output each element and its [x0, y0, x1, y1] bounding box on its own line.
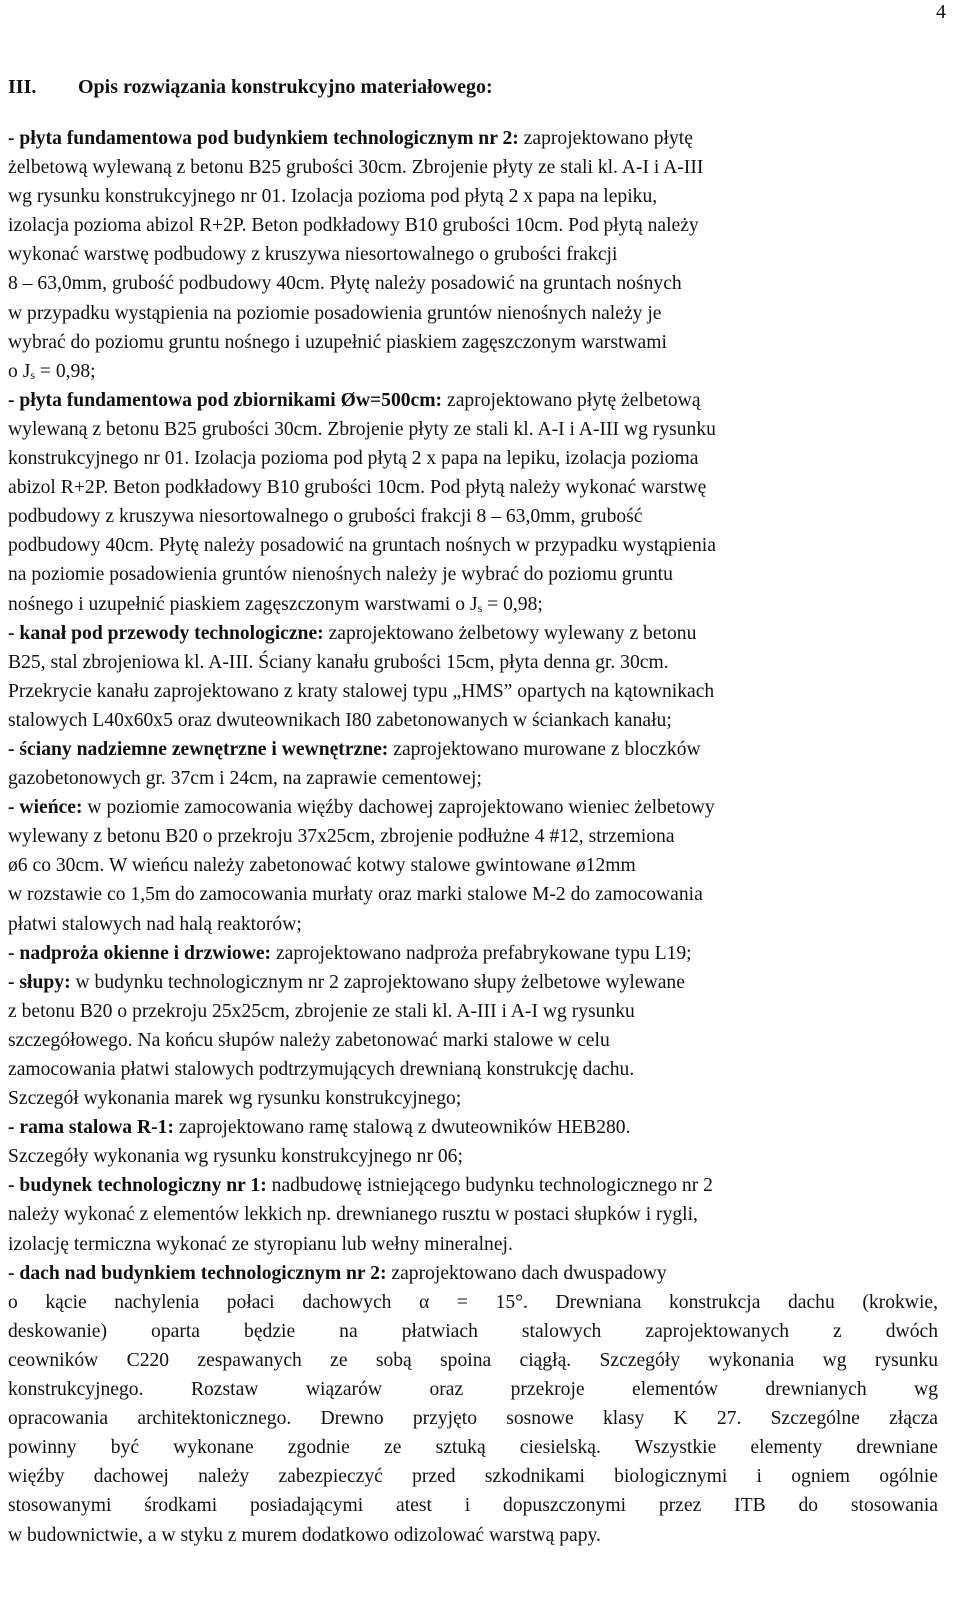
text-run: = 0,98;	[482, 593, 543, 615]
text-run: wylewany z betonu B20 o przekroju 37x25cm, zbrojenie podłużne 4 #12, strzemiona	[8, 826, 675, 848]
section-heading	[8, 73, 493, 101]
text-run: 8 – 63,0mm, grubość podbudowy 40cm. Płytę należy posadowić na gruntach nośnych	[8, 273, 682, 295]
text-line	[8, 211, 938, 240]
text-run: zaprojektowano płytę	[518, 128, 693, 149]
text-line	[8, 386, 938, 415]
text-line	[8, 502, 938, 531]
text-line	[8, 997, 938, 1026]
text-line	[8, 910, 938, 939]
text-run: wykonać warstwę podbudowy z kruszywa niesortowalnego o grubości frakcji	[8, 244, 618, 266]
bold-run: - słupy:	[8, 971, 71, 993]
text-run: więźby dachowej należy zabezpieczyć przed szkodnikami biologicznymi i ogniem ogólnie	[8, 1466, 938, 1488]
section-title: Opis rozwiązania konstrukcyjno materiałowego:	[78, 76, 493, 98]
text-run: zaprojektowano żelbetowy wylewany z betonu	[323, 622, 697, 644]
text-line	[8, 357, 938, 386]
bold-run: - wieńce:	[8, 797, 83, 819]
text-line	[8, 764, 938, 793]
text-run: nadbudowę istniejącego budynku technologicznego nr 2	[266, 1175, 713, 1197]
text-run: konstrukcyjnego. Rozstaw wiązarów oraz przekroje elementów drewnianych wg	[8, 1379, 938, 1401]
text-run: szczegółowego. Na końcu słupów należy zabetonować marki stalowe w celu	[8, 1029, 610, 1051]
text-run: stosowanymi środkami posiadającymi atest i dopuszczonymi przez ITB do stosowania	[8, 1495, 938, 1517]
text-run: należy wykonać z elementów lekkich np. drewnianego rusztu w postaci słupków i rygli,	[8, 1204, 698, 1226]
text-line	[8, 1055, 938, 1084]
text-line	[8, 1346, 938, 1375]
text-line	[8, 1084, 938, 1113]
text-run: żelbetową wylewaną z betonu B25 grubości 30cm. Zbrojenie płyty ze stali kl. A-I i A-III	[8, 157, 704, 179]
text-run: gazobetonowych gr. 37cm i 24cm, na zaprawie cementowej;	[8, 768, 482, 790]
text-line	[8, 968, 938, 997]
text-line	[8, 1142, 938, 1171]
text-line	[8, 328, 938, 357]
text-line	[8, 1288, 938, 1317]
bold-run: - płyta fundamentowa pod budynkiem technologicznym nr 2:	[8, 128, 519, 149]
document-body	[8, 124, 938, 1550]
text-line	[8, 1404, 938, 1433]
text-run: nośnego i uzupełnić piaskiem zagęszczonym warstwami o J	[8, 593, 478, 615]
text-line	[8, 851, 938, 880]
page-number: 4	[936, 1, 946, 23]
text-line	[8, 1521, 938, 1550]
text-line	[8, 677, 938, 706]
text-line	[8, 124, 938, 153]
text-line	[8, 560, 938, 589]
text-run: wylewaną z betonu B25 grubości 30cm. Zbrojenie płyty ze stali kl. A-I i A-III wg rysunku	[8, 418, 716, 440]
text-line	[8, 1317, 938, 1346]
text-run: zaprojektowano nadproża prefabrykowane typu L19;	[271, 942, 692, 964]
subscript: s	[477, 600, 483, 615]
text-run: konstrukcyjnego nr 01. Izolacja pozioma pod płytą 2 x papa na lepiku, izolacja pozioma	[8, 448, 699, 470]
text-run: z betonu B20 o przekroju 25x25cm, zbrojenie ze stali kl. A-III i A-I wg rysunku	[8, 1000, 635, 1022]
text-line	[8, 1026, 938, 1055]
text-run: podbudowy z kruszywa niesortowalnego o grubości frakcji 8 – 63,0mm, grubość	[8, 506, 643, 528]
bold-run: - dach nad budynkiem technologicznym nr 2:	[8, 1262, 387, 1284]
text-run: wybrać do poziomu gruntu nośnego i uzupełnić piaskiem zagęszczonym warstwami	[8, 331, 667, 353]
text-line	[8, 531, 938, 560]
text-line	[8, 793, 938, 822]
text-run: zaprojektowano murowane z bloczków	[388, 738, 701, 760]
text-line	[8, 1462, 938, 1491]
text-run: podbudowy 40cm. Płytę należy posadowić na gruntach nośnych w przypadku wystąpienia	[8, 535, 716, 557]
text-line	[8, 299, 938, 328]
text-run: izolację termiczna wykonać ze styropianu lub wełny mineralnej.	[8, 1233, 513, 1255]
text-line	[8, 153, 938, 182]
bold-run: - nadproża okienne i drzwiowe:	[8, 942, 272, 964]
bold-run: - rama stalowa R-1:	[8, 1117, 174, 1139]
text-line	[8, 619, 938, 648]
text-run: zaprojektowano ramę stalową z dwuteowników HEB280.	[173, 1117, 631, 1139]
text-line	[8, 1113, 938, 1142]
text-run: ø6 co 30cm. W wieńcu należy zabetonować kotwy stalowe gwintowane ø12mm	[8, 855, 636, 877]
bold-run: - ściany nadziemne zewnętrzne i wewnętrzne:	[8, 738, 389, 760]
text-line	[8, 648, 938, 677]
text-run: Szczegół wykonania marek wg rysunku konstrukcyjnego;	[8, 1088, 462, 1110]
text-run: ceowników C220 zespawanych ze sobą spoina ciągłą. Szczegóły wykonania wg rysunku	[8, 1349, 938, 1371]
text-run: zaprojektowano płytę żelbetową	[442, 389, 701, 411]
text-run: w budownictwie, a w styku z murem dodatkowo odizolować warstwą papy.	[8, 1524, 601, 1546]
text-line	[8, 1491, 938, 1520]
text-run: opracowania architektonicznego. Drewno przyjęto sosnowe klasy K 27. Szczególne złącza	[8, 1408, 938, 1430]
text-line	[8, 1375, 938, 1404]
text-run: Przekrycie kanału zaprojektowano z kraty stalowej typu „HMS” opartych na kątownikach	[8, 680, 715, 702]
text-run: izolacja pozioma abizol R+2P. Beton podkładowy B10 grubości 10cm. Pod płytą należy	[8, 215, 699, 237]
text-run: na poziomie posadowienia gruntów nienośnych należy je wybrać do poziomu gruntu	[8, 564, 673, 586]
text-line	[8, 1259, 938, 1288]
text-run: zamocowania płatwi stalowych podtrzymujących drewnianą konstrukcję dachu.	[8, 1059, 635, 1080]
bold-run: - kanał pod przewody technologiczne:	[8, 622, 324, 644]
text-line	[8, 182, 938, 211]
bold-run: - budynek technologiczny nr 1:	[8, 1175, 267, 1197]
text-run: w budynku technologicznym nr 2 zaprojektowano słupy żelbetowe wylewane	[70, 971, 685, 993]
text-line	[8, 415, 938, 444]
text-line	[8, 939, 938, 968]
text-line	[8, 706, 938, 735]
text-run: o J	[8, 360, 31, 382]
text-run: = 0,98;	[35, 360, 96, 382]
text-line	[8, 1433, 938, 1462]
text-line	[8, 269, 938, 298]
text-run: B25, stal zbrojeniowa kl. A-III. Ściany kanału grubości 15cm, płyta denna gr. 30cm.	[8, 651, 669, 673]
text-run: płatwi stalowych nad halą reaktorów;	[8, 913, 302, 935]
text-run: wg rysunku konstrukcyjnego nr 01. Izolacja pozioma pod płytą 2 x papa na lepiku,	[8, 186, 658, 208]
text-run: Szczegóły wykonania wg rysunku konstrukcyjnego nr 06;	[8, 1146, 463, 1168]
text-run: w poziomie zamocowania więźby dachowej zaprojektowano wieniec żelbetowy	[82, 797, 715, 819]
text-line	[8, 822, 938, 851]
text-line	[8, 1200, 938, 1229]
text-line	[8, 473, 938, 502]
text-line	[8, 1230, 938, 1259]
text-run: stalowych L40x60x5 oraz dwuteownikach I80 zabetonowanych w ściankach kanału;	[8, 709, 672, 731]
section-number: III.	[8, 76, 37, 98]
text-run: powinny być wykonane zgodnie ze sztuką ciesielską. Wszystkie elementy drewniane	[8, 1437, 938, 1459]
subscript: s	[30, 367, 35, 382]
text-run: w rozstawie co 1,5m do zamocowania murłaty oraz marki stalowe M-2 do zamocowania	[8, 884, 703, 906]
text-line	[8, 240, 938, 269]
text-run: abizol R+2P. Beton podkładowy B10 grubości 10cm. Pod płytą należy wykonać warstwę	[8, 477, 707, 499]
text-line	[8, 880, 938, 909]
text-line	[8, 590, 938, 619]
text-run: w przypadku wystąpienia na poziomie posadowienia gruntów nienośnych należy je	[8, 302, 662, 324]
text-run: o kącie nachylenia połaci dachowych α = 15°. Drewniana konstrukcja dachu (krokwie,	[8, 1291, 938, 1313]
bold-run: - płyta fundamentowa pod zbiornikami Øw=500cm:	[8, 389, 443, 411]
text-line	[8, 1171, 938, 1200]
text-run: deskowanie) oparta będzie na płatwiach stalowych zaprojektowanych z dwóch	[8, 1320, 938, 1342]
text-line	[8, 735, 938, 764]
text-line	[8, 444, 938, 473]
text-run: zaprojektowano dach dwuspadowy	[386, 1262, 667, 1284]
